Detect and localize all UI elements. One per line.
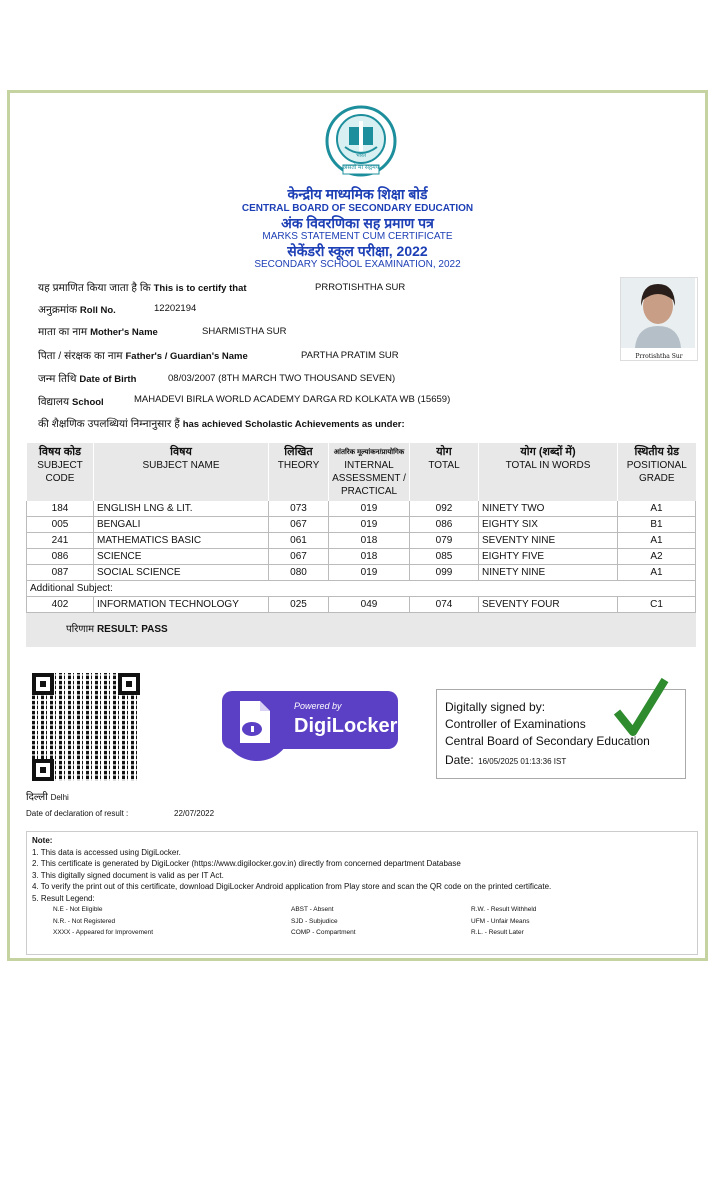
qr-finder-icon — [32, 759, 54, 781]
marks-table — [26, 443, 696, 647]
candidate-name: PRROTISHTHA SUR — [315, 282, 406, 293]
note-item: 1. This data is accessed using DigiLocker. — [32, 847, 181, 857]
note-item: 2. This certificate is generated by DigiLocker (https://www.digilocker.gov.in) directly from concerned department Database — [32, 859, 461, 868]
col-subject-code: विषय कोड SUBJECT CODE — [27, 443, 94, 501]
note-item: 5. Result Legend: — [32, 893, 95, 903]
father-name: PARTHA PRATIM SUR — [301, 350, 399, 361]
school-name: MAHADEVI BIRLA WORLD ACADEMY DARGA RD KOLKATA WB (15659) — [134, 394, 451, 405]
qr-finder-icon — [32, 673, 54, 695]
emblem-sub: भारत — [356, 153, 366, 159]
verified-check-icon — [613, 676, 669, 740]
legend-column: R.W. - Result Withheld UFM - Unfair Means R.L. - Result Later — [471, 906, 537, 936]
additional-subject-row — [27, 581, 696, 597]
col-total: योग TOTAL — [410, 443, 479, 501]
signature-date: Date: 16/05/2025 01:13:36 IST — [445, 753, 567, 767]
result-status: RESULT: PASS — [96, 624, 168, 635]
result-label-hindi: परिणाम — [66, 624, 95, 635]
notes-box — [26, 831, 698, 955]
col-total-words: योग (शब्दों में) TOTAL IN WORDS — [479, 443, 618, 501]
col-theory: लिखित THEORY — [269, 443, 329, 501]
doc-title-hindi: अंक विवरणिका सह प्रमाण पत्र — [281, 215, 434, 231]
additional-subject-label: Additional Subject: — [27, 581, 696, 597]
col-subject-name: विषय SUBJECT NAME — [94, 443, 269, 501]
date-of-birth: 08/03/2007 (8TH MARCH TWO THOUSAND SEVEN) — [168, 373, 396, 384]
digital-signature-box — [436, 689, 686, 779]
table-header-row — [27, 443, 696, 501]
signer-title: Controller of Examinations — [445, 717, 586, 731]
mother-name: SHARMISTHA SUR — [202, 326, 287, 337]
candidate-photo-icon — [621, 278, 695, 348]
notes-title: Note: — [32, 836, 53, 845]
col-internal: आंतरिक मूल्यांकन/प्रायोगिक INTERNAL ASSESSMENT / PRACTICAL — [329, 443, 410, 501]
board-name-hindi: केन्द्रीय माध्यमिक शिक्षा बोर्ड — [287, 186, 428, 202]
achievement-label: की शैक्षणिक उपलब्धियां निम्नानुसार हैं has achieved Scholastic Achievements as under: — [38, 418, 405, 430]
certify-label: यह प्रमाणित किया जाता है कि This is to certify that — [38, 282, 247, 294]
digilocker-brand: DigiLocker — [294, 715, 398, 737]
col-grade: स्थितीय ग्रेड POSITIONAL GRADE — [618, 443, 696, 501]
legend-column: ABST - Absent SJD - Subjudice COMP - Compartment — [291, 906, 356, 936]
roll-label: अनुक्रमांक Roll No. — [38, 304, 116, 316]
photo-signature: Prrotishtha Sur — [635, 353, 683, 360]
table-row: 402 INFORMATION TECHNOLOGY 025 049 074 SEVENTY FOUR C1 — [27, 597, 696, 613]
table-row: 086 SCIENCE 067 018 085 EIGHTY FIVE A2 — [27, 549, 696, 565]
mother-label: माता का नाम Mother's Name — [38, 326, 158, 338]
dob-label: जन्म तिथि Date of Birth — [38, 373, 137, 385]
emblem-motto: असतो मा सद्गमय — [342, 165, 380, 171]
qr-finder-icon — [118, 673, 140, 695]
legend-column: N.E - Not Eligible N.R. - Not Registered XXXX - Appeared for Improvement — [53, 906, 154, 936]
table-row: 184 ENGLISH LNG & LIT. 073 019 092 NINETY TWO A1 — [27, 501, 696, 517]
certificate-frame — [7, 90, 708, 961]
qr-code[interactable] — [32, 673, 140, 781]
school-label: विद्यालय School — [38, 396, 104, 408]
declaration-label: Date of declaration of result : — [26, 809, 129, 818]
table-row: 241 MATHEMATICS BASIC 061 018 079 SEVENTY NINE A1 — [27, 533, 696, 549]
result-bar — [26, 613, 696, 647]
exam-title-hindi: सेकेंडरी स्कूल परीक्षा, 2022 — [287, 243, 428, 259]
declaration-date: 22/07/2022 — [174, 809, 215, 818]
signed-by-label: Digitally signed by: — [445, 700, 546, 714]
candidate-photo — [620, 277, 698, 361]
doc-title-english: MARKS STATEMENT CUM CERTIFICATE — [262, 231, 453, 242]
exam-title-english: SECONDARY SCHOOL EXAMINATION, 2022 — [254, 259, 461, 270]
table-row: 005 BENGALI 067 019 086 EIGHTY SIX B1 — [27, 517, 696, 533]
digilocker-badge[interactable] — [222, 691, 398, 749]
powered-by-text: Powered by — [294, 701, 342, 711]
place: दिल्ली Delhi — [26, 792, 69, 803]
roll-number: 12202194 — [154, 303, 197, 314]
digilocker-document-icon — [230, 697, 276, 747]
table-row: 087 SOCIAL SCIENCE 080 019 099 NINETY NINE A1 — [27, 565, 696, 581]
note-item: 3. This digitally signed document is valid as per IT Act. — [32, 870, 224, 880]
board-name-english: CENTRAL BOARD OF SECONDARY EDUCATION — [241, 203, 474, 214]
signer-org: Central Board of Secondary Education — [445, 734, 650, 748]
father-label: पिता / संरक्षक का नाम Father's / Guardian's Name — [38, 350, 248, 362]
note-item: 4. To verify the print out of this certificate, download DigiLocker Android application from Play store and scan the QR code on the printed certificate. — [32, 882, 552, 891]
